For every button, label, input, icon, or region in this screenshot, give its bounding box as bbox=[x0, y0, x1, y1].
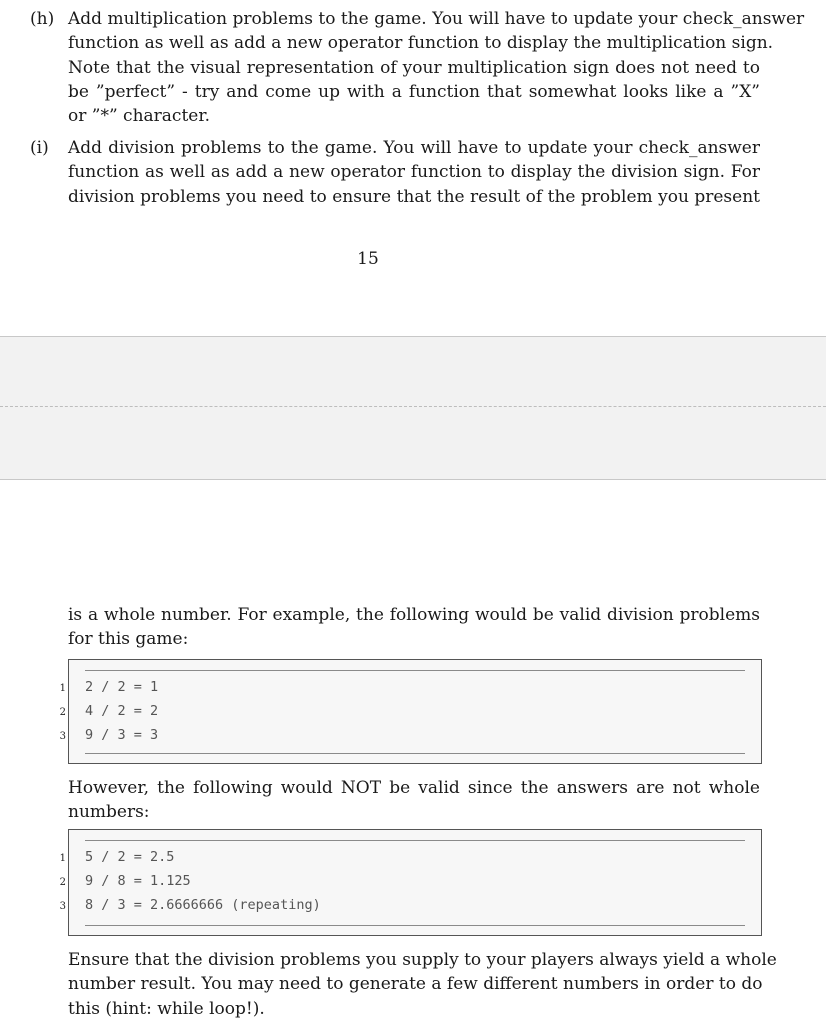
item-h-text bbox=[68, 7, 805, 128]
item-i-line-3: division problems you need to ensure that the result of the problem you present bbox=[68, 186, 760, 207]
line-number-3: 3 bbox=[59, 731, 66, 742]
ensure-line-1: Ensure that the division problems you supply to your players always yield a whole bbox=[68, 950, 777, 970]
code-top-rule bbox=[85, 840, 745, 841]
code-bottom-rule bbox=[85, 753, 745, 754]
item-h-line-1: Add multiplication problems to the game. You will have to update your check_answer bbox=[68, 9, 805, 29]
page-number: 15 bbox=[357, 249, 379, 269]
code-line-3: 9 / 3 = 3 bbox=[85, 727, 159, 743]
code-line-1: 2 / 2 = 1 bbox=[85, 679, 159, 695]
code-top-rule bbox=[85, 670, 745, 671]
intro-line-2: for this game: bbox=[68, 629, 189, 650]
ensure-line-3: this (hint: while loop!). bbox=[68, 998, 265, 1019]
item-h-line-2: function as well as add a new operator function to display the multiplication sign. bbox=[68, 33, 774, 54]
item-h-line-5: or ”*” character. bbox=[68, 106, 210, 127]
code-line-3: 8 / 3 = 2.6666666 (repeating) bbox=[85, 897, 321, 913]
line-number-2: 2 bbox=[59, 877, 66, 888]
continuation-intro bbox=[68, 603, 760, 652]
line-number-2: 2 bbox=[59, 707, 66, 718]
intro-line-1: is a whole number. For example, the following would be valid division problems bbox=[68, 605, 760, 625]
code-line-2: 4 / 2 = 2 bbox=[85, 703, 159, 719]
item-h-label: (h) bbox=[30, 9, 55, 29]
item-h-line-3: Note that the visual representation of your multiplication sign does not need to bbox=[68, 57, 760, 78]
item-i-label: (i) bbox=[30, 138, 49, 158]
page-break-dashed-line bbox=[0, 406, 826, 407]
page-break-band bbox=[0, 336, 826, 480]
item-i-line-1: Add division problems to the game. You will have to update your check_answer bbox=[68, 138, 760, 158]
item-i-line-2: function as well as add a new operator function to display the division sign. For bbox=[68, 162, 760, 183]
item-h-line-4: be ”perfect” - try and come up with a function that somewhat looks like a ”X” bbox=[68, 81, 760, 102]
valid-code-listing bbox=[68, 659, 762, 764]
invalid-code-listing bbox=[68, 829, 762, 936]
however-paragraph bbox=[68, 776, 760, 825]
item-i-text bbox=[68, 136, 760, 209]
ensure-line-2: number result. You may need to generate a few different numbers in order to do bbox=[68, 974, 763, 995]
line-number-3: 3 bbox=[59, 901, 66, 912]
however-line-1: However, the following would NOT be valid since the answers are not whole bbox=[68, 778, 760, 798]
code-line-2: 9 / 8 = 1.125 bbox=[85, 873, 191, 889]
ensure-paragraph bbox=[68, 948, 777, 1021]
however-line-2: numbers: bbox=[68, 802, 150, 823]
code-bottom-rule bbox=[85, 925, 745, 926]
line-number-1: 1 bbox=[59, 683, 66, 694]
line-number-1: 1 bbox=[59, 853, 66, 864]
code-line-1: 5 / 2 = 2.5 bbox=[85, 849, 175, 865]
